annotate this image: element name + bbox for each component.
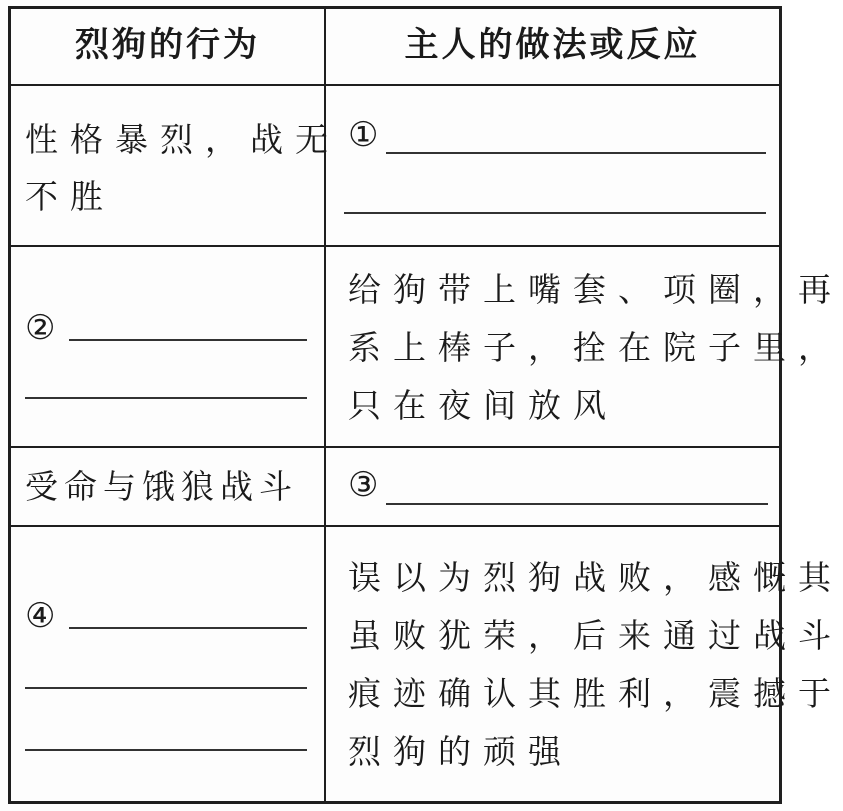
answer-blank-2b[interactable]	[25, 397, 307, 399]
answer-blank-4b[interactable]	[25, 687, 307, 689]
row4-reaction-line-1: 误以为烈狗战败，感慨其	[348, 558, 843, 597]
blank-marker-2: ②	[25, 308, 56, 348]
row3-reaction-cell	[326, 448, 779, 525]
row2-reaction-line-2: 系上棒子，拴在院子里，	[348, 328, 843, 367]
row2-reaction-cell	[326, 247, 843, 446]
header-dog-behavior: 烈狗的行为	[75, 25, 260, 65]
row4-reaction-line-2: 虽败犹荣，后来通过战斗	[348, 616, 843, 655]
answer-blank-3[interactable]	[386, 503, 768, 505]
dog-behavior-table	[8, 6, 843, 804]
row3-behavior-line-1: 受命与饿狼战斗	[25, 467, 298, 506]
row1-reaction-cell	[326, 86, 779, 245]
answer-blank-4c[interactable]	[25, 749, 307, 751]
answer-blank-4a[interactable]	[69, 627, 307, 629]
answer-blank-1a[interactable]	[386, 152, 766, 154]
row4-reaction-line-3: 痕迹确认其胜利，震撼于	[348, 674, 843, 713]
row4-reaction-line-4: 烈狗的顽强	[348, 732, 573, 771]
blank-marker-3: ③	[348, 465, 379, 505]
blank-marker-1: ①	[348, 115, 379, 155]
answer-blank-1b[interactable]	[344, 212, 766, 214]
row4-reaction-cell	[326, 527, 843, 801]
row2-behavior-cell	[11, 247, 324, 446]
row2-reaction-line-1: 给狗带上嘴套、项圈，再	[348, 270, 843, 309]
header-owner-reaction: 主人的做法或反应	[404, 25, 701, 65]
row1-behavior-line-2: 不胜	[25, 177, 115, 216]
row1-behavior-line-1: 性格暴烈，战无	[25, 120, 340, 159]
answer-blank-2a[interactable]	[69, 339, 307, 341]
blank-marker-4: ④	[25, 596, 56, 636]
row3-behavior-cell	[11, 448, 324, 525]
row1-behavior-cell	[11, 86, 340, 245]
row2-reaction-line-3: 只在夜间放风	[348, 386, 618, 425]
row4-behavior-cell	[11, 527, 324, 801]
